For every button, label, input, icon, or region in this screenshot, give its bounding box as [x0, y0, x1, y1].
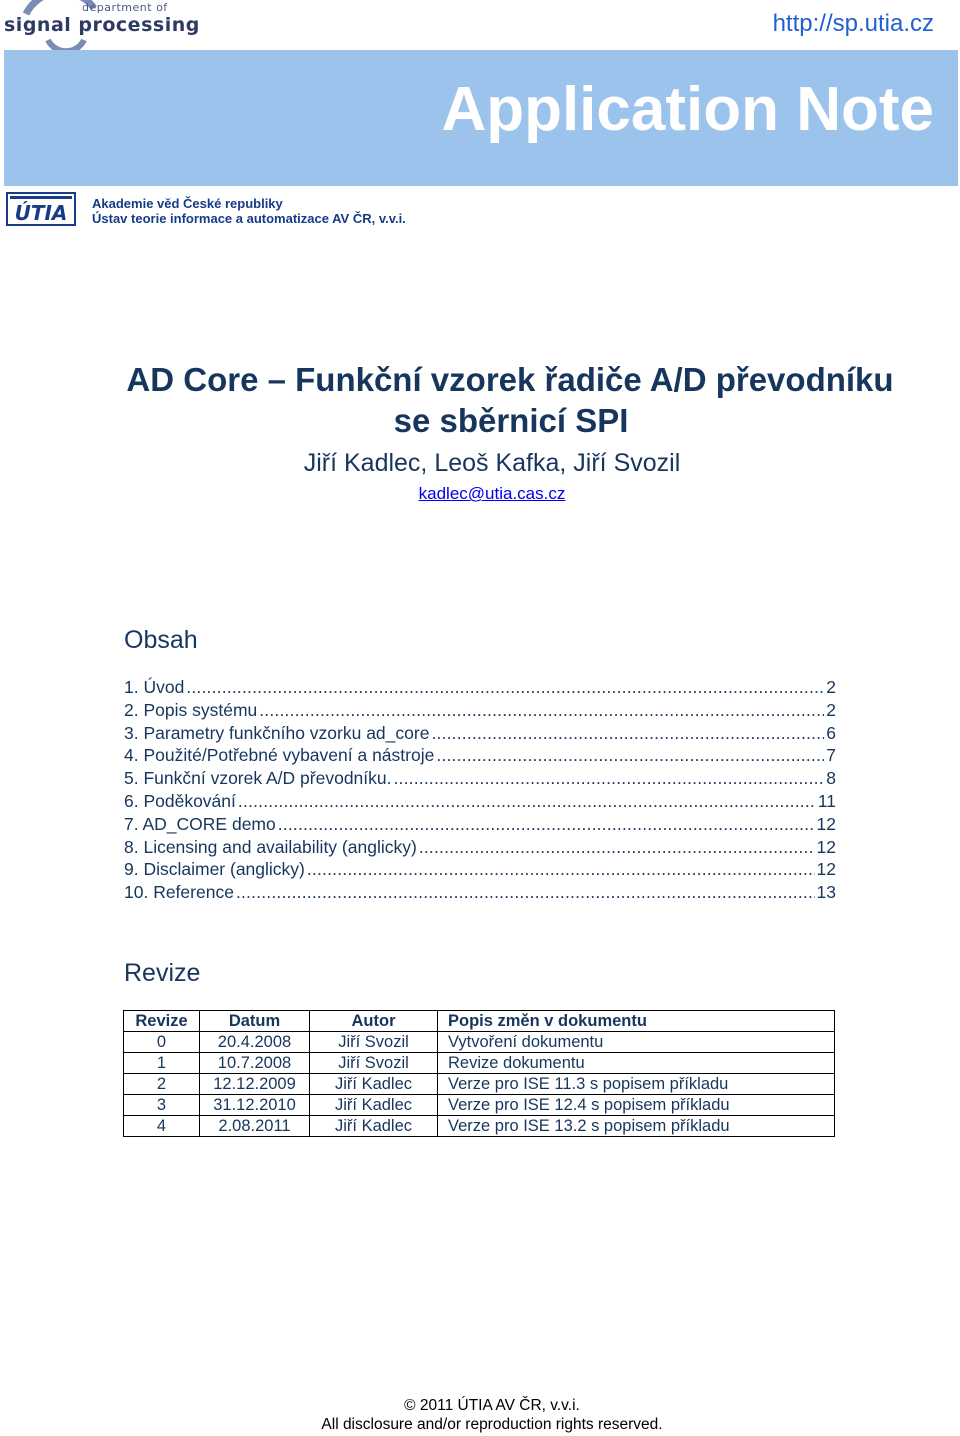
toc-item-page: 2 — [826, 699, 836, 720]
toc-item-label: 5. Funkční vzorek A/D převodníku. — [124, 768, 392, 789]
document-title-line-2: se sběrnicí SPI — [393, 402, 629, 439]
column-header-description: Popis změn v dokumentu — [438, 1011, 835, 1032]
author-cell: Jiří Kadlec — [310, 1074, 438, 1095]
toc-dot-leader — [278, 814, 815, 835]
date-cell: 10.7.2008 — [200, 1053, 310, 1074]
column-header-date: Datum — [200, 1011, 310, 1032]
toc-item-label: 6. Poděkování — [124, 790, 236, 811]
author-cell: Jiří Svozil — [310, 1053, 438, 1074]
table-row — [124, 1032, 835, 1053]
toc-item-page: 12 — [816, 859, 836, 880]
banner-title: Application Note — [441, 75, 934, 144]
description-cell: Verze pro ISE 12.4 s popisem příkladu — [438, 1095, 835, 1116]
toc-item-page: 6 — [826, 722, 836, 743]
institute-line-1: Akademie věd České republiky — [92, 196, 283, 211]
table-row — [124, 1053, 835, 1074]
toc-dot-leader — [259, 700, 824, 721]
document-title-line-1: AD Core – Funkční vzorek řadiče A/D převodníku — [126, 361, 894, 398]
toc-item-label: 2. Popis systému — [124, 699, 258, 720]
document-authors: Jiří Kadlec, Leoš Kafka, Jiří Svozil — [303, 449, 681, 477]
revision-cell: 2 — [124, 1074, 200, 1095]
toc-dot-leader — [307, 859, 815, 880]
toc-item[interactable] — [124, 814, 836, 837]
toc-item-page: 8 — [826, 768, 836, 789]
toc-item[interactable] — [124, 677, 836, 700]
revision-cell: 3 — [124, 1095, 200, 1116]
table-row — [124, 1074, 835, 1095]
toc-dot-leader — [236, 882, 815, 903]
toc-item-page: 12 — [816, 813, 836, 834]
toc-item[interactable] — [124, 700, 836, 723]
utia-logo-text: ÚTIA — [14, 201, 68, 225]
utia-logo-icon — [6, 192, 76, 226]
table-row — [124, 1116, 835, 1137]
date-cell: 20.4.2008 — [200, 1032, 310, 1053]
toc-item[interactable] — [124, 768, 836, 791]
toc-dot-leader — [238, 791, 816, 812]
toc-item-label: 8. Licensing and availability (anglicky) — [124, 836, 417, 857]
logo-main-text: signal processing — [4, 14, 200, 36]
toc-item-label: 1. Úvod — [124, 677, 185, 697]
toc-item-label: 7. AD_CORE demo — [124, 813, 276, 834]
institute-line-2: Ústav teorie informace a automatizace AV ČR, v.v.i. — [92, 211, 406, 226]
toc-item-label: 4. Použité/Potřebné vybavení a nástroje — [124, 745, 435, 766]
toc-item[interactable] — [124, 882, 836, 905]
toc-heading: Obsah — [124, 626, 198, 654]
toc-dot-leader — [419, 837, 815, 858]
toc-item-label: 3. Parametry funkčního vzorku ad_core — [124, 722, 430, 743]
date-cell: 2.08.2011 — [200, 1116, 310, 1137]
revisions-heading: Revize — [124, 959, 201, 987]
footer-rights: All disclosure and/or reproduction rights reserved. — [321, 1416, 663, 1433]
toc-dot-leader — [186, 677, 824, 698]
logo-department-text: department of — [82, 1, 168, 14]
revision-cell: 0 — [124, 1032, 200, 1053]
toc-item[interactable] — [124, 859, 836, 882]
author-email-link[interactable]: kadlec@utia.cas.cz — [418, 484, 566, 503]
table-header-row — [124, 1011, 835, 1032]
website-link[interactable]: http://sp.utia.cz — [772, 10, 934, 37]
toc-item[interactable] — [124, 837, 836, 860]
toc-item-page: 12 — [816, 836, 836, 857]
toc-item[interactable] — [124, 791, 836, 814]
description-cell: Revize dokumentu — [438, 1053, 835, 1074]
institute-name — [92, 196, 406, 226]
toc-item-page: 11 — [817, 790, 836, 811]
toc-item-page: 7 — [826, 745, 836, 766]
toc-item-page: 13 — [816, 882, 836, 903]
column-header-author: Autor — [310, 1011, 438, 1032]
revision-cell: 1 — [124, 1053, 200, 1074]
toc-dot-leader — [431, 723, 824, 744]
toc-item-label: 10. Reference — [124, 882, 234, 903]
toc-dot-leader — [436, 745, 824, 766]
author-cell: Jiří Kadlec — [310, 1095, 438, 1116]
author-cell: Jiří Svozil — [310, 1032, 438, 1053]
toc-item[interactable] — [124, 745, 836, 768]
toc-item-label: 9. Disclaimer (anglicky) — [124, 859, 305, 880]
description-cell: Vytvoření dokumentu — [438, 1032, 835, 1053]
author-cell: Jiří Kadlec — [310, 1116, 438, 1137]
toc-dot-leader — [394, 768, 825, 789]
column-header-revision: Revize — [124, 1011, 200, 1032]
footer-copyright: © 2011 ÚTIA AV ČR, v.v.i. — [404, 1397, 580, 1414]
description-cell: Verze pro ISE 13.2 s popisem příkladu — [438, 1116, 835, 1137]
table-row — [124, 1095, 835, 1116]
description-cell: Verze pro ISE 11.3 s popisem příkladu — [438, 1074, 835, 1095]
date-cell: 31.12.2010 — [200, 1095, 310, 1116]
revisions-table — [123, 1010, 835, 1137]
revision-cell: 4 — [124, 1116, 200, 1137]
toc-item-page: 2 — [826, 677, 836, 697]
date-cell: 12.12.2009 — [200, 1074, 310, 1095]
signal-processing-logo — [4, 0, 204, 52]
table-of-contents — [124, 677, 836, 905]
toc-item[interactable] — [124, 723, 836, 746]
